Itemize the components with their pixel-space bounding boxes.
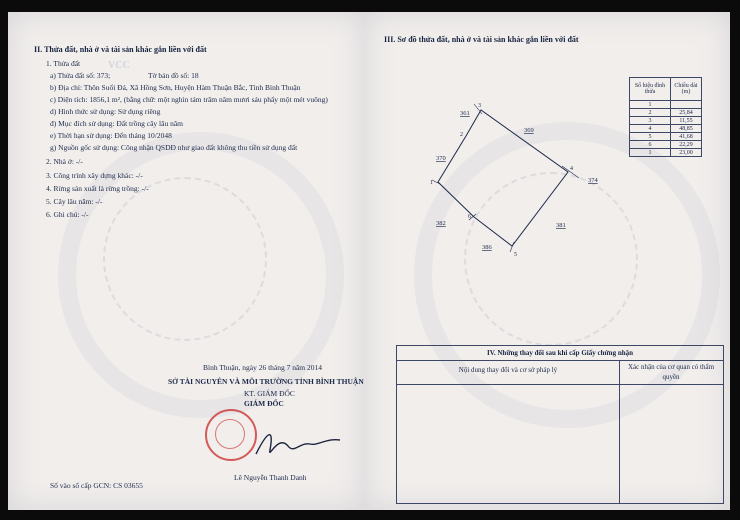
vertex-label: 4 <box>570 166 573 172</box>
construction-item: 3. Công trình xây dựng khác: -/- <box>46 171 143 180</box>
gcn-register-number: Số vào sổ cấp GCN: CS 03655 <box>50 481 143 490</box>
table-head-vertex: Số hiệu đỉnh thửa <box>630 78 671 101</box>
changes-col-content: Nội dung thay đổi và cơ sở pháp lý <box>458 366 558 374</box>
use-term: e) Thời hạn sử dụng: Đến tháng 10/2048 <box>50 131 172 140</box>
neighbor-label: 370 <box>436 155 446 162</box>
watermark-logo: VCC <box>108 60 130 71</box>
left-page <box>8 12 365 510</box>
signer-name: Lê Nguyễn Thanh Danh <box>234 473 307 482</box>
neighbor-label: 369 <box>524 127 534 134</box>
land-address: b) Địa chỉ: Thôn Suối Đá, Xã Hồng Sơn, Huyện Hàm Thuận Bắc, Tỉnh Bình Thuận <box>50 83 301 92</box>
vertex-label: 6 <box>468 214 471 220</box>
table-row: 2 25,84 <box>630 109 702 117</box>
table-row: 4 48,85 <box>630 125 702 133</box>
section-title-diagram: III. Sơ đồ thửa đất, nhà ở và tài sản khác gắn liền với đất <box>384 35 579 44</box>
deputy-label: KT. GIÁM ĐỐC <box>244 389 295 398</box>
table-row: 1 23,00 <box>630 149 702 157</box>
neighbor-label: 381 <box>556 222 566 229</box>
certificate-spread <box>8 12 730 510</box>
house-item: 2. Nhà ở: -/- <box>46 157 83 166</box>
vertex-label: 2 <box>460 132 463 138</box>
neighbor-label: 382 <box>436 220 446 227</box>
use-purpose: đ) Mục đích sử dụng: Đất trồng cây lâu năm <box>50 119 183 128</box>
changes-table-title: IV. Những thay đổi sau khi cấp Giấy chứng nhận <box>397 346 723 361</box>
parcel-diagram <box>364 12 730 312</box>
changes-after-issuance-table <box>396 345 724 504</box>
neighbor-label: 374 <box>588 177 598 184</box>
land-heading: 1. Thửa đất <box>46 59 81 68</box>
parcel-boundary <box>438 110 568 246</box>
use-form: d) Hình thức sử dụng: Sử dụng riêng <box>50 107 161 116</box>
table-row: 1 <box>630 101 702 109</box>
table-head-length: Chiều dài (m) <box>671 78 702 101</box>
vertex-label: 3 <box>478 103 481 109</box>
forest-item: 4. Rừng sản xuất là rừng trồng: -/- <box>46 184 149 193</box>
parcel-number: a) Thửa đất số: 373; <box>50 71 111 80</box>
director-title: GIÁM ĐỐC <box>244 399 284 408</box>
notes-item: 6. Ghi chú: -/- <box>46 210 89 219</box>
issuing-agency: SỞ TÀI NGUYÊN VÀ MÔI TRƯỜNG TỈNH BÌNH THUẬN <box>168 377 364 386</box>
table-row: 6 22,29 <box>630 141 702 149</box>
changes-col-confirmation: Xác nhận của cơ quan có thẩm quyền <box>627 363 715 381</box>
drum-watermark-inner <box>103 177 267 341</box>
director-signature <box>248 424 348 466</box>
map-sheet-number: Tờ bản đồ số: 18 <box>148 71 199 80</box>
vertex-label: 1 <box>430 180 433 186</box>
table-row: 3 11,55 <box>630 117 702 125</box>
right-page <box>364 12 730 510</box>
use-origin: g) Nguồn gốc sử dụng: Công nhận QSDĐ như giao đất không thu tiền sử dụng đất <box>50 143 298 152</box>
land-area: c) Diện tích: 1856,1 m², (bằng chữ: một nghìn tám trăm năm mươi sáu phẩy một mét vuông) <box>50 95 328 104</box>
neighbor-tick <box>510 242 514 252</box>
neighbor-label: 386 <box>482 244 492 251</box>
perennial-item: 5. Cây lâu năm: -/- <box>46 197 103 206</box>
vertex-label: 5 <box>514 252 517 258</box>
neighbor-label: 361 <box>460 110 470 117</box>
issue-date: Bình Thuận, ngày 26 tháng 7 năm 2014 <box>203 363 323 372</box>
section-title-land: II. Thửa đất, nhà ở và tài sản khác gắn liền với đất <box>34 45 207 54</box>
table-row: 5 41,68 <box>630 133 702 141</box>
